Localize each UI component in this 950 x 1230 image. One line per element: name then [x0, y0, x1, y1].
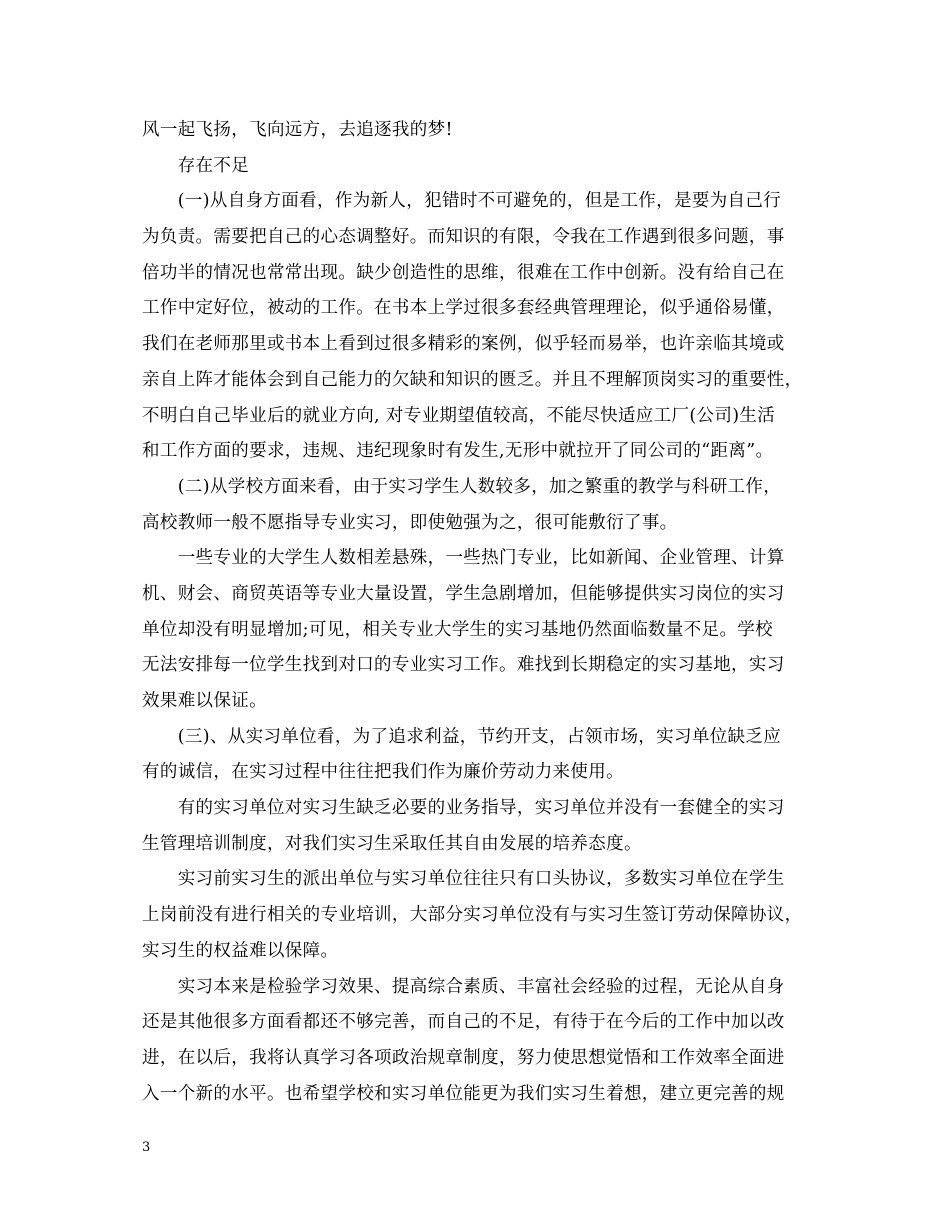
- text-line: 风一起飞扬，飞向远方，去追逐我的梦!: [142, 120, 453, 140]
- text-line: 还是其他很多方面看都还不够完善，而自己的不足，有待于在今后的工作中加以改: [142, 1012, 785, 1033]
- text-line: 实习前实习生的派出单位与实习单位往往只有口头协议，多数实习单位在学生: [142, 869, 785, 890]
- text-line: 有的实习单位对实习生缺乏必要的业务指导，实习单位并没有一套健全的实习: [142, 798, 785, 819]
- text-line: 工作中定好位，被动的工作。在书本上学过很多套经典管理理论，似乎通俗易懂，: [142, 298, 785, 319]
- text-line: 我们在老师那里或书本上看到过很多精彩的案例，似乎轻而易举，也许亲临其境或: [142, 334, 785, 355]
- text-line: 一些专业的大学生人数相差悬殊，一些热门专业，比如新闻、企业管理、计算: [142, 548, 785, 569]
- text-line: 效果难以保证。: [142, 691, 267, 711]
- text-line: 进，在以后，我将认真学习各项政治规章制度，努力使思想觉悟和工作效率全面进: [142, 1047, 785, 1068]
- text-line: 机、财会、商贸英语等专业大量设置，学生急剧增加，但能够提供实习岗位的实习: [142, 583, 785, 604]
- text-line: 实习生的权益难以保障。: [142, 940, 339, 961]
- text-line: 实习本来是检验学习效果、提高综合素质、丰富社会经验的过程，无论从自身: [142, 976, 785, 997]
- text-line: 有的诚信，在实习过程中往往把我们作为廉价劳动力来使用。: [142, 762, 624, 783]
- text-line: 不明白自己毕业后的就业方向, 对专业期望值较高，不能尽快适应工厂(公司)生活: [142, 405, 776, 426]
- text-line: (二)从学校方面来看，由于实习学生人数较多，加之繁重的教学与科研工作，: [142, 476, 782, 497]
- text-line: 亲自上阵才能体会到自己能力的欠缺和知识的匮乏。并且不理解顶岗实习的重要性，: [142, 369, 803, 390]
- text-line: (一)从自身方面看，作为新人，犯错时不可避免的，但是工作，是要为自己行: [142, 191, 782, 212]
- text-line: 倍功半的情况也常常出现。缺少创造性的思维，很难在工作中创新。没有给自己在: [142, 262, 785, 283]
- text-line: 无法安排每一位学生找到对口的专业实习工作。难找到长期稳定的实习基地，实习: [142, 655, 785, 676]
- body-text: [142, 113, 810, 1112]
- text-line: 生管理培训制度，对我们实习生采取任其自由发展的培养态度。: [142, 833, 642, 854]
- text-line: 高校教师一般不愿指导专业实习，即使勉强为之，很可能敷衍了事。: [142, 512, 678, 533]
- text-line: 入一个新的水平。也希望学校和实习单位能更为我们实习生着想，建立更完善的规: [142, 1083, 785, 1104]
- section-heading: 存在不足: [142, 155, 250, 176]
- text-line: 上岗前没有进行相关的专业培训，大部分实习单位没有与实习生签订劳动保障协议，: [142, 905, 803, 926]
- text-line: 和工作方面的要求，违规、违纪现象时有发生,无形中就拉开了同公司的“距离”。: [142, 441, 774, 462]
- text-line: 为负责。需要把自己的心态调整好。而知识的有限，令我在工作遇到很多问题，事: [142, 227, 785, 248]
- page-number: 3: [142, 1140, 151, 1155]
- text-line: (三)、从实习单位看，为了追求利益，节约开支，占领市场，实习单位缺乏应: [142, 726, 782, 747]
- text-line: 单位却没有明显增加;可见，相关专业大学生的实习基地仍然面临数量不足。学校: [142, 619, 773, 640]
